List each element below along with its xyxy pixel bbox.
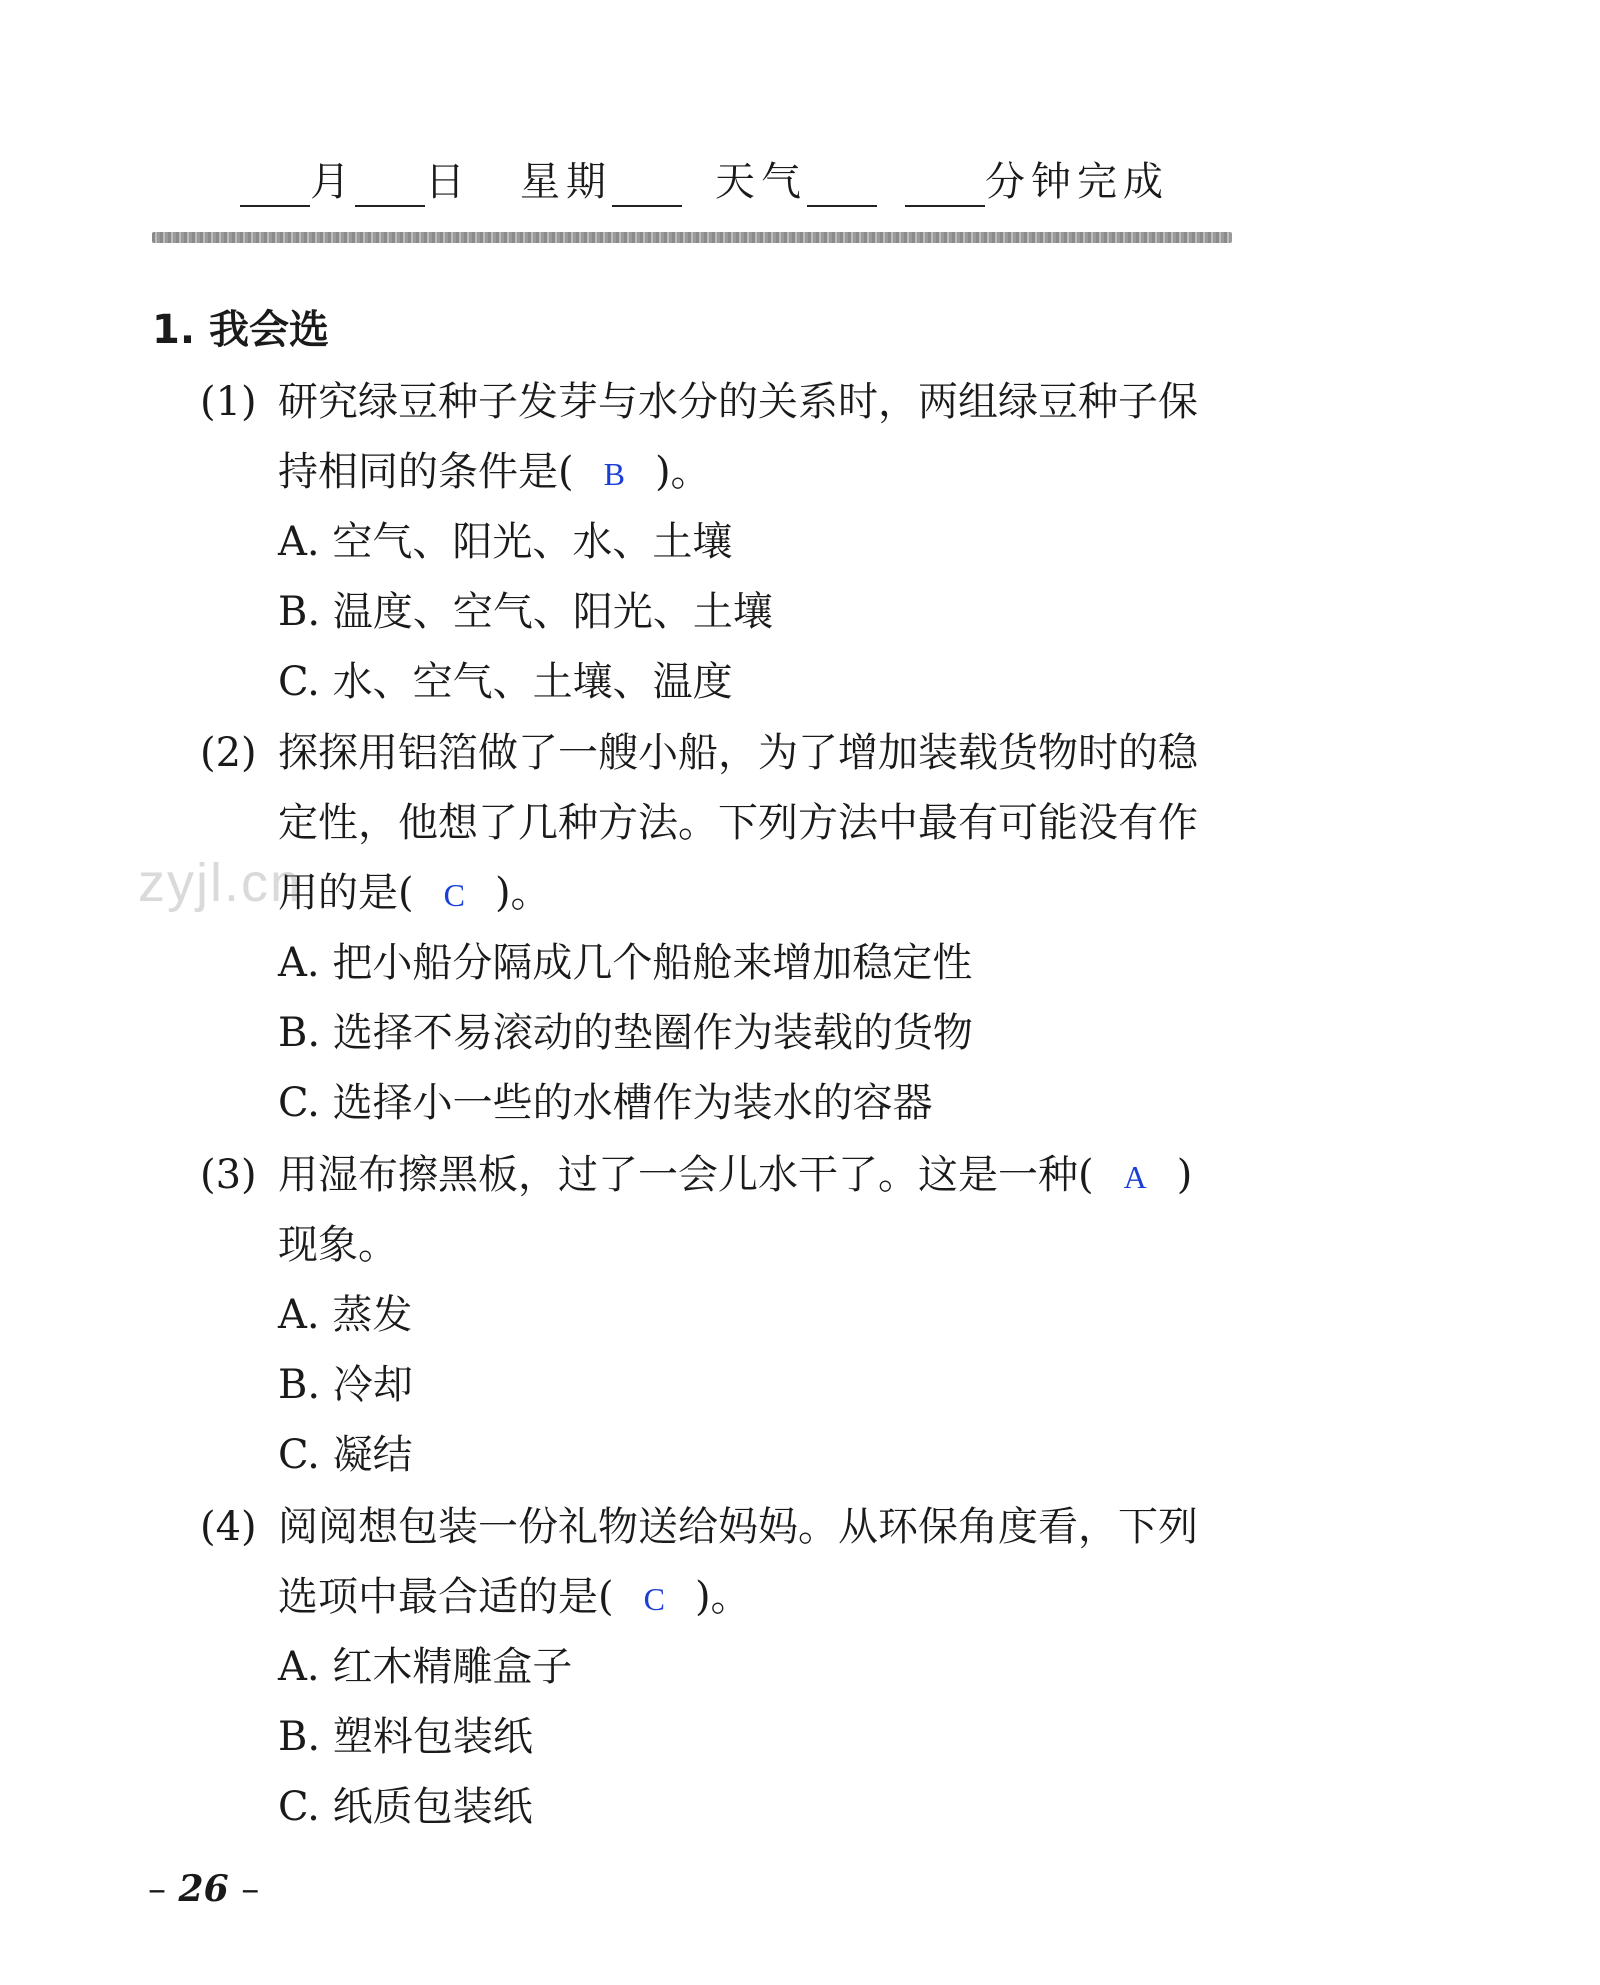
question-4-stem-line-2	[278, 1574, 751, 1620]
answer-mark: B	[603, 456, 625, 492]
page-number-value: 26	[178, 1868, 229, 1910]
stem-close: )。	[694, 1574, 751, 1620]
question-1-option-c: C. 水、空气、土壤、温度	[278, 659, 733, 705]
question-4-stem-line-1: 阅阅想包装一份礼物送给妈妈。从环保角度看，下列	[278, 1504, 1198, 1550]
question-3-option-a: A. 蒸发	[278, 1292, 413, 1338]
question-3-option-c: C. 凝结	[278, 1432, 413, 1478]
question-2-number: (2)	[200, 730, 257, 776]
question-2-option-b: B. 选择不易滚动的垫圈作为装载的货物	[278, 1010, 973, 1056]
stem-text: 选项中最合适的是(	[278, 1574, 614, 1620]
question-4-number: (4)	[200, 1504, 257, 1550]
question-2-option-c: C. 选择小一些的水槽作为装水的容器	[278, 1080, 933, 1126]
question-2-stem-line-3	[278, 870, 551, 916]
question-1-number: (1)	[200, 379, 257, 425]
page-dash-right: –	[241, 1869, 260, 1910]
day-field: 日	[355, 150, 471, 207]
stem-close: )。	[654, 449, 711, 495]
header-divider	[152, 232, 1232, 243]
stem-text: 用的是(	[278, 870, 414, 916]
question-1-stem-line-1: 研究绿豆种子发芽与水分的关系时，两组绿豆种子保	[278, 379, 1198, 425]
question-2-stem-line-1: 探探用铝箔做了一艘小船，为了增加装载货物时的稳	[278, 730, 1198, 776]
section-title: 1. 我会选	[152, 307, 329, 353]
stem-text: 持相同的条件是(	[278, 449, 574, 495]
answer-mark: C	[443, 877, 465, 913]
watermark: zyjl.cn	[138, 853, 303, 913]
question-1-stem-line-2	[278, 449, 711, 495]
answer-mark: A	[1123, 1159, 1147, 1195]
question-2-option-a: A. 把小船分隔成几个船舱来增加稳定性	[278, 940, 973, 986]
question-4-option-b: B. 塑料包装纸	[278, 1714, 533, 1760]
stem-close: )	[1176, 1152, 1193, 1198]
worksheet-header	[240, 150, 1240, 210]
question-3-stem-line-2: 现象。	[278, 1222, 398, 1268]
stem-text: 用湿布擦黑板，过了一会儿水干了。这是一种(	[278, 1152, 1094, 1198]
stem-close: )。	[494, 870, 551, 916]
question-3-number: (3)	[200, 1152, 257, 1198]
weekday-field: 星期	[520, 150, 682, 207]
question-2-stem-line-2: 定性，他想了几种方法。下列方法中最有可能没有作	[278, 800, 1198, 846]
question-3-option-b: B. 冷却	[278, 1362, 413, 1408]
question-3-stem-line-1	[278, 1152, 1193, 1198]
weather-field: 天气	[715, 150, 877, 207]
question-4-option-c: C. 纸质包装纸	[278, 1784, 533, 1830]
question-1-option-b: B. 温度、空气、阳光、土壤	[278, 589, 773, 635]
month-field: 月	[240, 150, 356, 207]
answer-mark: C	[643, 1581, 665, 1617]
question-1-option-a: A. 空气、阳光、水、土壤	[278, 519, 733, 565]
page-dash-left: –	[148, 1869, 166, 1910]
minutes-field: 分钟完成	[905, 150, 1169, 207]
question-4-option-a: A. 红木精雕盒子	[278, 1644, 573, 1690]
page-number	[148, 1868, 259, 1910]
